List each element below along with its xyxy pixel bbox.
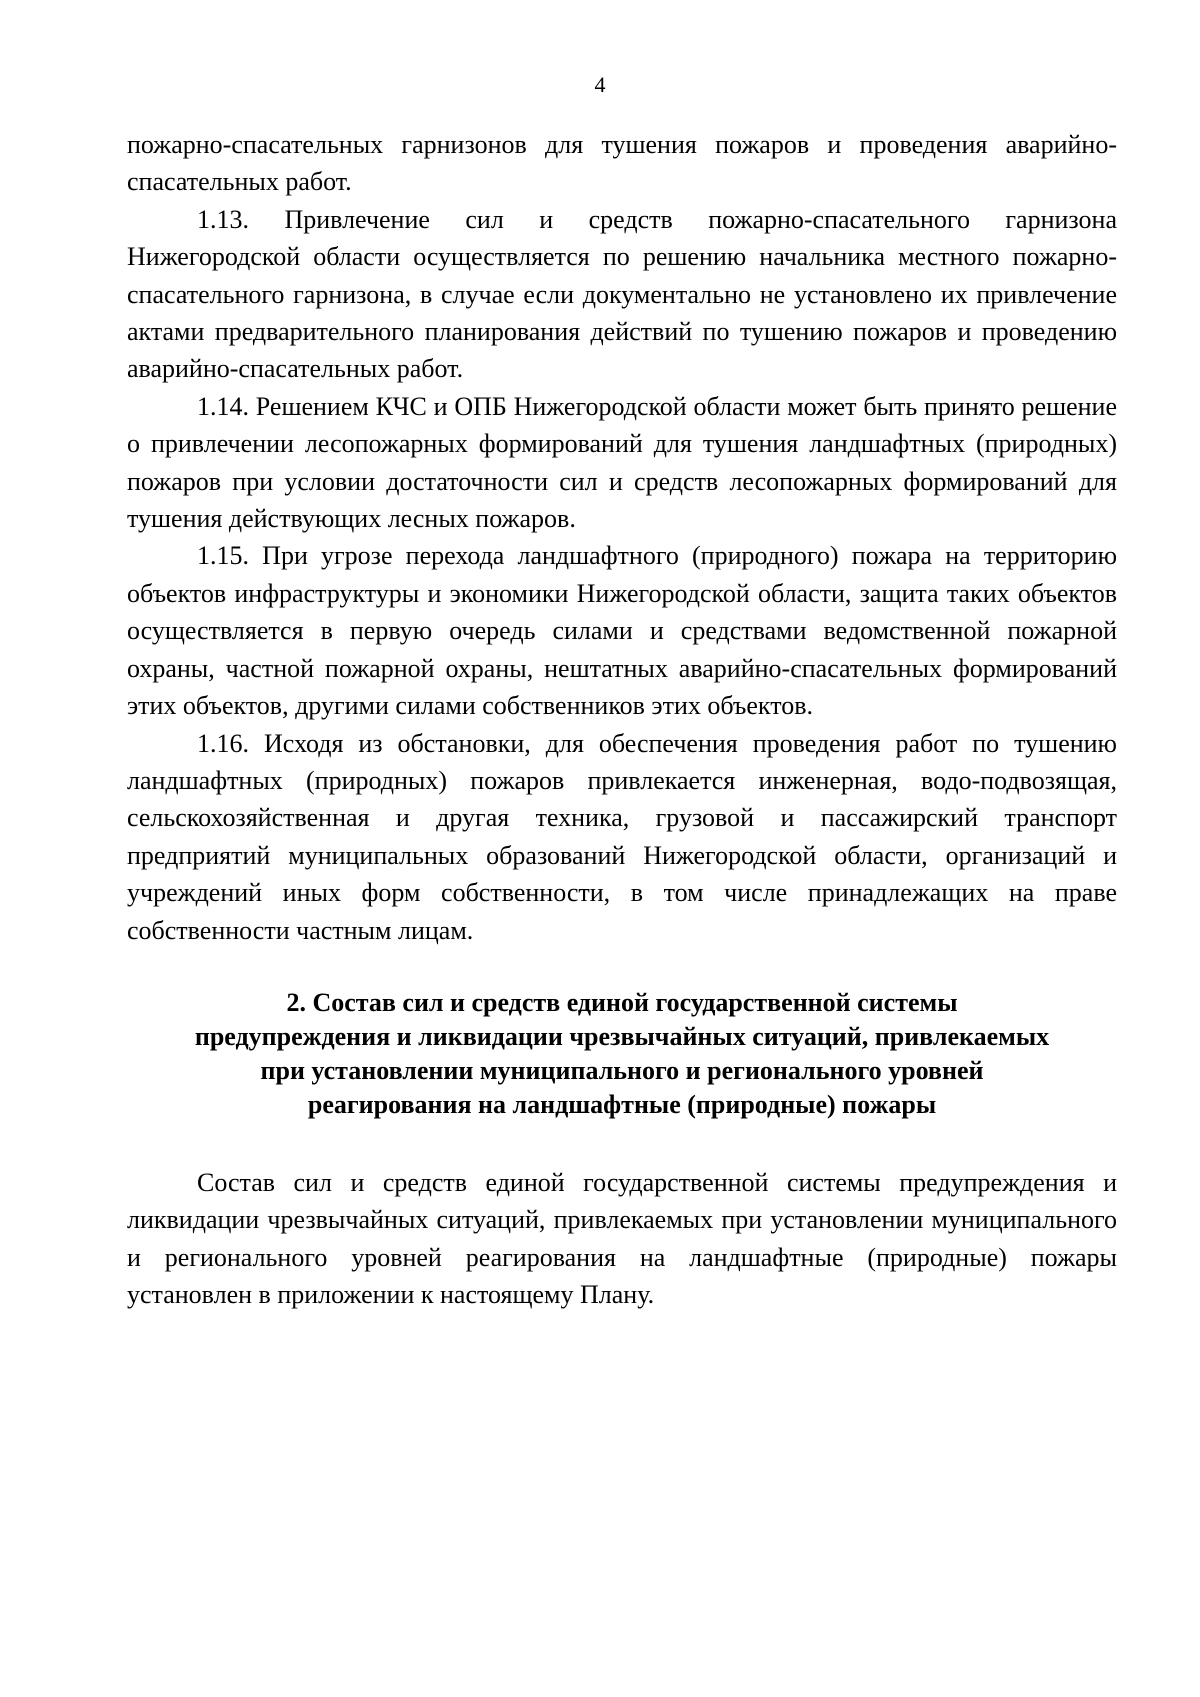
paragraph-1-14: 1.14. Решением КЧС и ОПБ Нижегородской области может быть принято решение о привлечении лесопожарных формирований для тушения ландшафтных (природных) пожаров при условии достаточности сил и средств лесопожарных формирований для тушения действующих лесных пожаров. — [127, 391, 1117, 534]
section-heading-line: 2. Состав сил и средств единой государственной системы — [286, 987, 958, 1017]
paragraph-1-16: 1.16. Исходя из обстановки, для обеспечения проведения работ по тушению ландшафтных (природных) пожаров привлекается инженерная, водо-подвозящая, сельскохозяйственная и другая техника, грузовой и пассажирский транспорт предприятий муниципальных образований Нижегородской области, организаций и учреждений иных форм собственности, в том числе принадлежащих на праве собственности частным лицам. — [127, 728, 1117, 945]
page-number: 4 — [594, 72, 606, 97]
paragraph-1-15: 1.15. При угрозе перехода ландшафтного (природного) пожара на территорию объектов инфраструктуры и экономики Нижегородской области, защита таких объектов осуществляется в первую очередь силами и средствами ведомственной пожарной охраны, частной пожарной охраны, нештатных аварийно-спасательных формирований этих объектов, другими силами собственников этих объектов. — [127, 541, 1117, 721]
paragraph-continuation: пожарно-спасательных гарнизонов для тушения пожаров и проведения аварийно-спасательных работ. — [127, 130, 1117, 197]
document-body — [127, 126, 1117, 1314]
paragraph-1-13: 1.13. Привлечение сил и средств пожарно-спасательного гарнизона Нижегородской области осуществляется по решению начальника местного пожарно-спасательного гарнизона, в случае если документально не установлено их привлечение актами предварительного планирования действий по тушению пожаров и проведению аварийно-спасательных работ. — [127, 204, 1117, 384]
paragraph-section-2: Состав сил и средств единой государственной системы предупреждения и ликвидации чрезвычайных ситуаций, привлекаемых при установлении муниципального и регионального уровней реагирования на ландшафтные (природные) пожары установлен в приложении к настоящему Плану. — [127, 1167, 1117, 1310]
section-2-heading — [127, 986, 1117, 1122]
section-heading-line: реагирования на ландшафтные (природные) пожары — [307, 1089, 937, 1119]
section-heading-line: при установлении муниципального и регионального уровней — [260, 1055, 984, 1085]
section-heading-line: предупреждения и ликвидации чрезвычайных ситуаций, привлекаемых — [194, 1021, 1050, 1051]
